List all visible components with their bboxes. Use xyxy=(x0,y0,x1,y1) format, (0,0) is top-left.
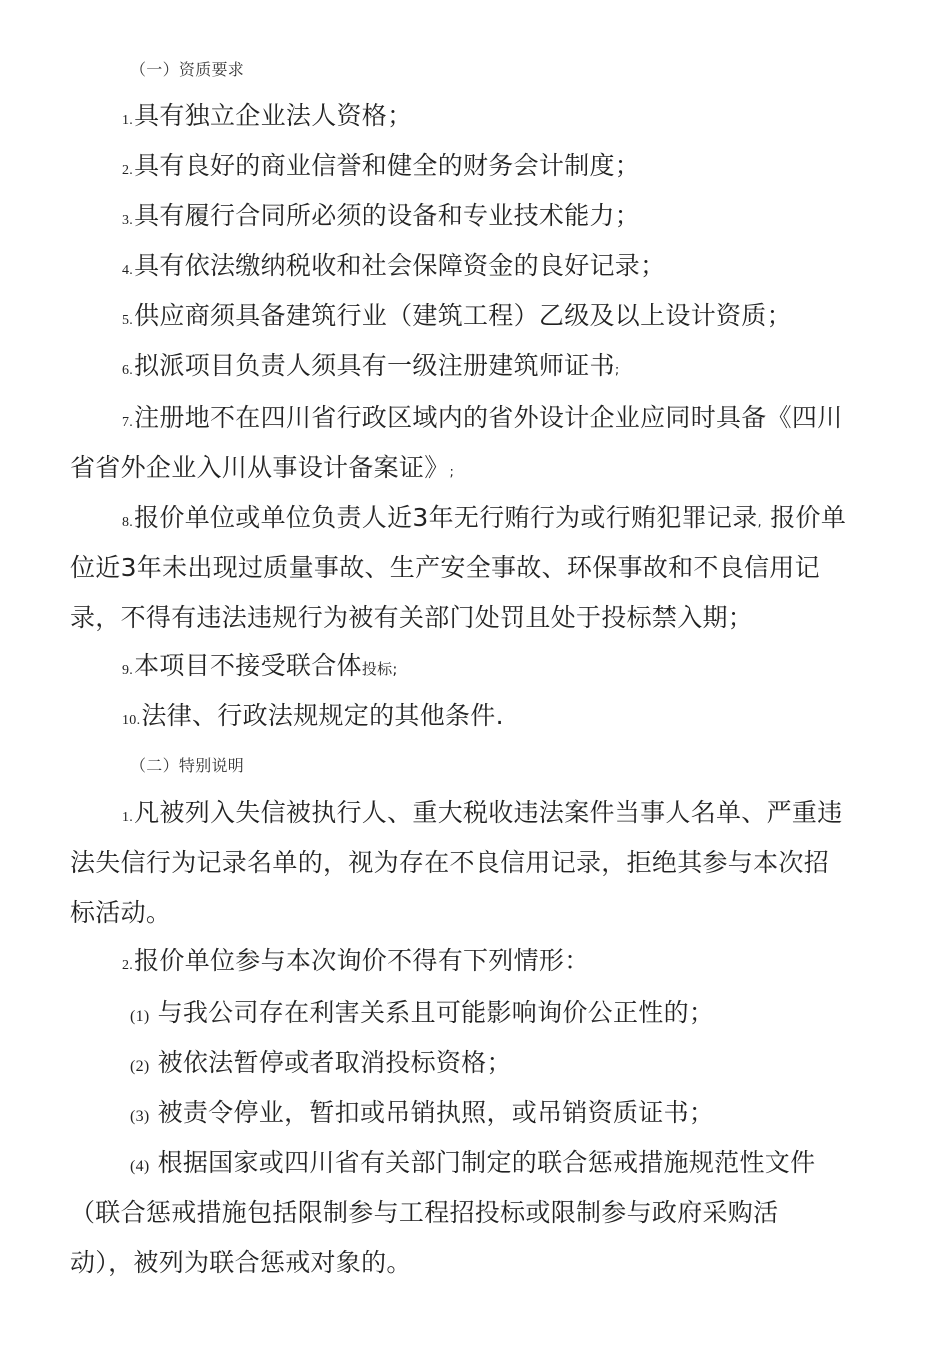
item-number: 1. xyxy=(122,113,134,128)
item-text: 标活动。 xyxy=(70,898,172,927)
item-number: 2. xyxy=(122,163,134,178)
list-item xyxy=(122,300,792,337)
item-text: 具有履行合同所必须的设备和专业技术能力； xyxy=(134,201,641,230)
list-item xyxy=(122,150,640,187)
list-item xyxy=(122,200,640,237)
item-text: 本项目不接受联合体 xyxy=(134,651,362,680)
list-item xyxy=(122,100,412,137)
item-tail: , xyxy=(757,515,762,530)
item-text: 省省外企业入川从事设计备案证》 xyxy=(70,453,450,482)
sub-list-item xyxy=(130,1047,512,1083)
sub-item-text: 与我公司存在利害关系且可能影响询价公正性的； xyxy=(157,998,715,1027)
sub-item-number: (2) xyxy=(130,1058,150,1075)
item-text: 凡被列入失信被执行人、重大税收违法案件当事人名单、严重违 xyxy=(134,798,843,827)
item-number: 1. xyxy=(122,810,134,825)
item-text: 拟派项目负责人须具有一级注册建筑师证书 xyxy=(134,351,615,380)
section-heading-special-notes: （二）特别说明 xyxy=(130,756,245,775)
item-text: 具有依法缴纳税收和社会保障资金的良好记录； xyxy=(134,251,666,280)
sub-list-item-continuation xyxy=(70,1247,412,1279)
list-item xyxy=(122,350,620,387)
list-item-continuation xyxy=(70,602,753,634)
list-item-continuation xyxy=(70,452,454,489)
item-text: 具有独立企业法人资格； xyxy=(134,101,413,130)
item-text: 报价单位参与本次询价不得有下列情形： xyxy=(134,946,590,975)
list-item-continuation xyxy=(70,552,820,584)
item-number: 5. xyxy=(122,313,134,328)
item-number: 4. xyxy=(122,263,134,278)
item-tail: ; xyxy=(614,363,620,378)
sub-item-number: (1) xyxy=(130,1008,150,1025)
sub-list-item xyxy=(130,997,714,1033)
item-text: 报价单 xyxy=(761,503,847,532)
item-text: 法律、行政法规规定的其他条件. xyxy=(141,701,504,730)
item-number: 6. xyxy=(122,363,134,378)
sub-item-text: 动），被列为联合惩戒对象的。 xyxy=(70,1248,412,1277)
item-text: 供应商须具备建筑行业（建筑工程）乙级及以上设计资质； xyxy=(134,301,792,330)
item-number: 10. xyxy=(122,713,141,728)
item-text: 法失信行为记录名单的，视为存在不良信用记录，拒绝其参与本次招 xyxy=(70,848,830,877)
sub-list-item xyxy=(130,1097,714,1133)
item-number: 3. xyxy=(122,213,134,228)
item-text: 录，不得有违法违规行为被有关部门处罚且处于投标禁入期； xyxy=(70,603,754,632)
item-number: 7. xyxy=(122,415,134,430)
list-item-continuation xyxy=(70,897,171,929)
list-item xyxy=(122,945,590,982)
item-text: 注册地不在四川省行政区域内的省外设计企业应同时具备《四川 xyxy=(134,403,843,432)
sub-item-number: (3) xyxy=(130,1108,150,1125)
list-item xyxy=(122,700,504,737)
sub-list-item-continuation xyxy=(70,1197,778,1229)
sub-item-text: 被依法暂停或者取消投标资格； xyxy=(157,1048,512,1077)
list-item xyxy=(122,502,846,539)
list-item xyxy=(122,250,665,287)
item-number: 2. xyxy=(122,958,134,973)
list-item xyxy=(122,797,843,834)
sub-item-number: (4) xyxy=(130,1158,150,1175)
item-number: 9. xyxy=(122,663,134,678)
list-item xyxy=(122,650,398,687)
item-text: 报价单位或单位负责人近3年无行贿行为或行贿犯罪记录 xyxy=(134,503,758,532)
item-text: 具有良好的商业信誉和健全的财务会计制度； xyxy=(134,151,641,180)
item-text: 位近3年未出现过质量事故、生产安全事故、环保事故和不良信用记 xyxy=(70,553,820,582)
sub-item-text: 被责令停业，暂扣或吊销执照，或吊销资质证书； xyxy=(157,1098,715,1127)
list-item xyxy=(122,402,843,439)
section-heading-qualifications: （一）资质要求 xyxy=(130,60,245,79)
sub-item-text: （联合惩戒措施包括限制参与工程招投标或限制参与政府采购活 xyxy=(70,1198,779,1227)
item-tail: ; xyxy=(449,465,455,480)
list-item-continuation xyxy=(70,847,829,879)
sub-item-text: 根据国家或四川省有关部门制定的联合惩戒措施规范性文件 xyxy=(157,1148,816,1177)
sub-list-item xyxy=(130,1147,815,1183)
item-tail: 投标; xyxy=(361,660,398,678)
item-number: 8. xyxy=(122,515,134,530)
